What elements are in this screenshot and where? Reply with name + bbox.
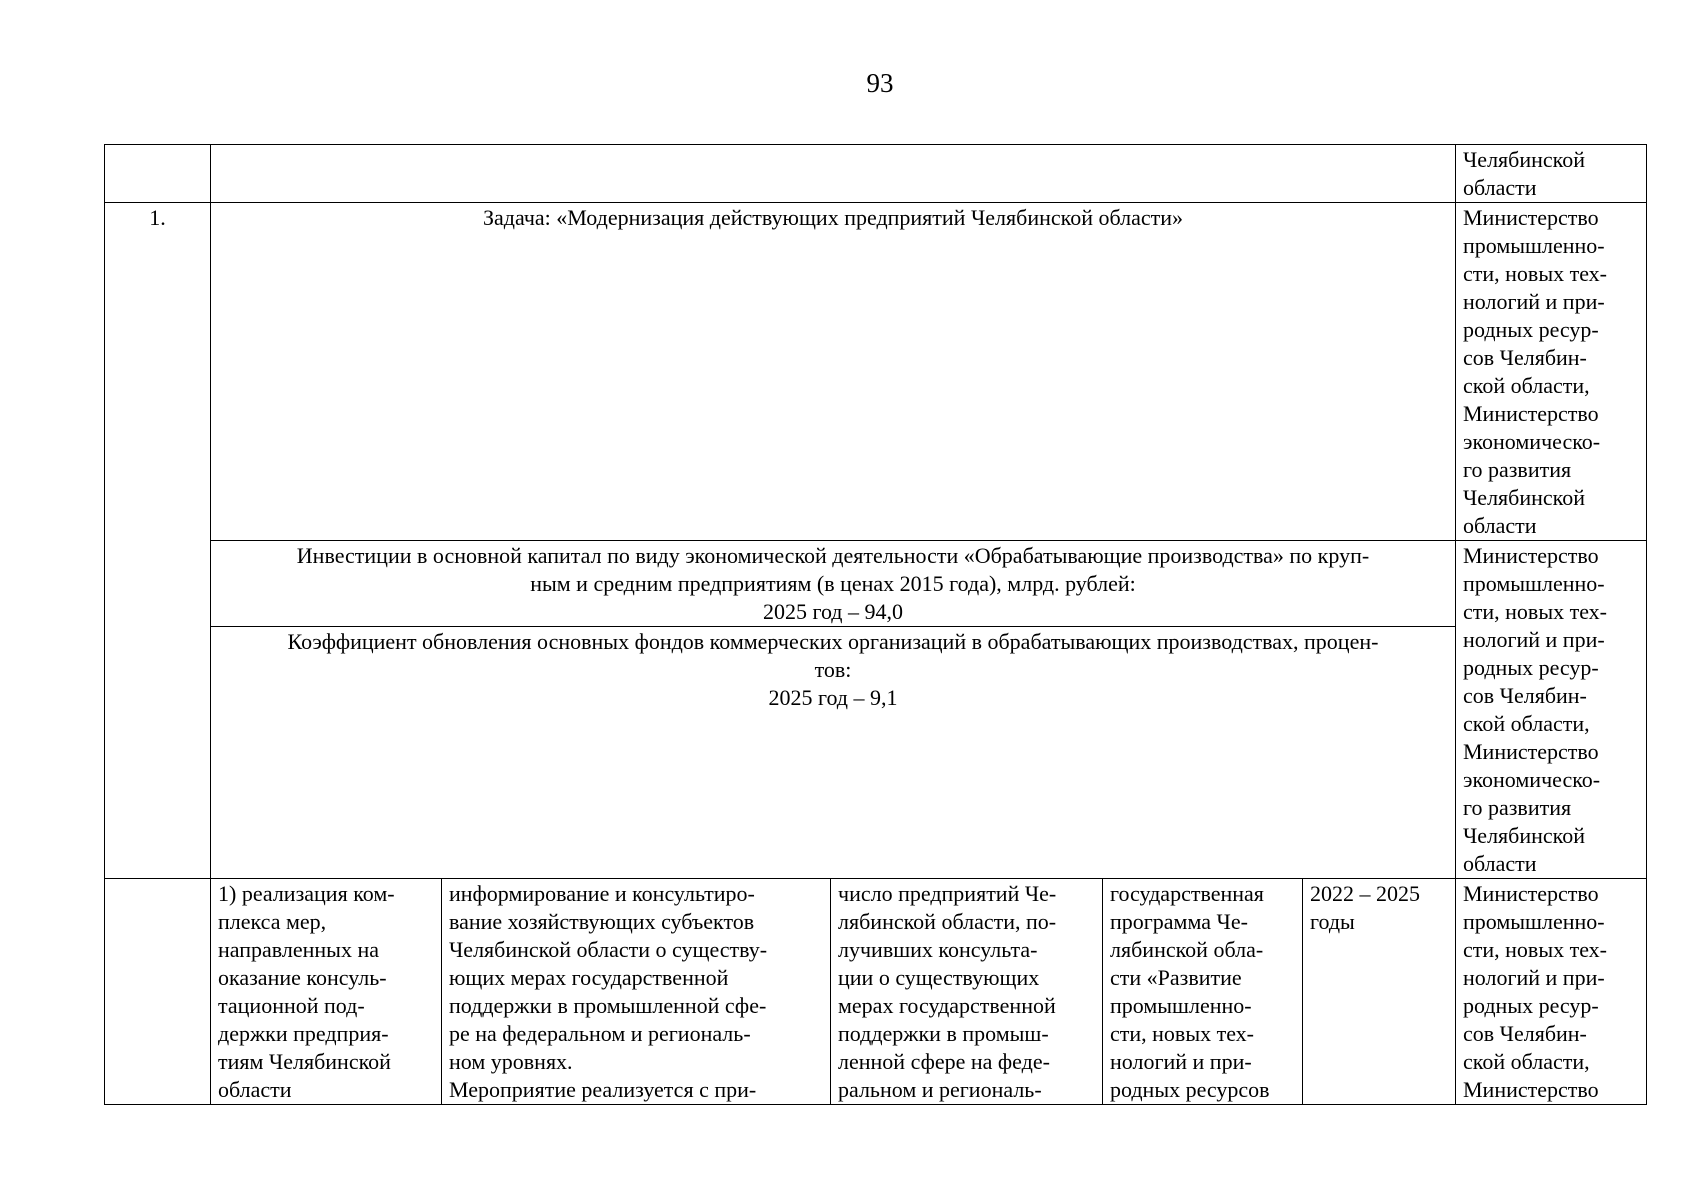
text-line: родных ресур- [1463, 993, 1599, 1018]
text-line: промышленно- [1463, 909, 1605, 934]
text-line: поддержки в промышленной сфе- [449, 993, 767, 1018]
text-line: нологий и при- [1463, 289, 1605, 314]
responsible-cell [1456, 203, 1647, 541]
text-line: области [1463, 513, 1537, 538]
text-line: 2025 год – 9,1 [768, 685, 898, 710]
text-line: программа Че- [1110, 909, 1248, 934]
text-line: промышленно- [1463, 571, 1605, 596]
text-line: ральном и региональ- [838, 1077, 1042, 1102]
text-line: нологий и при- [1463, 965, 1605, 990]
text-line: го развития [1463, 795, 1572, 820]
text-line: 1) реализация ком- [218, 881, 395, 906]
text-line: информирование и консультиро- [449, 881, 755, 906]
text-line: родных ресурсов [1110, 1077, 1270, 1102]
text-line: сов Челябин- [1463, 683, 1587, 708]
text-line: сов Челябин- [1463, 1021, 1587, 1046]
text-line: нологий и при- [1463, 627, 1605, 652]
table-row [105, 203, 1647, 541]
task-title: Задача: «Модернизация действующих предприятий Челябинской области» [482, 205, 1184, 230]
text-line: сти, новых тех- [1463, 599, 1608, 624]
text-line: сти, новых тех- [1110, 1021, 1255, 1046]
text-line: число предприятий Че- [838, 881, 1057, 906]
text-line: 2025 год – 94,0 [762, 599, 904, 624]
table-row [105, 627, 1647, 879]
indicator-cell [831, 879, 1103, 1105]
text-line: нологий и при- [1110, 1049, 1252, 1074]
text-line: экономическо- [1463, 767, 1601, 792]
text-line: ющих мерах государственной [449, 965, 729, 990]
text-line: поддержки в промыш- [838, 1021, 1049, 1046]
text-line: направленных на [218, 937, 379, 962]
text-line: Челябинской [1463, 147, 1586, 172]
text-line: Челябинской области о существу- [449, 937, 768, 962]
measure-cell [211, 879, 442, 1105]
text-line: ской области, [1463, 373, 1590, 398]
text-line: Министерство [1463, 881, 1599, 906]
responsible-cell [1456, 541, 1647, 879]
program-table [104, 144, 1647, 1105]
text-line: государственная [1110, 881, 1264, 906]
text-line: годы [1310, 909, 1355, 934]
text-line: держки предприя- [218, 1021, 389, 1046]
text-line: ской области, [1463, 711, 1590, 736]
text-line: промышленно- [1463, 233, 1605, 258]
text-line: ном уровнях. [449, 1049, 573, 1074]
text-line: Мероприятие реализуется с при- [449, 1077, 757, 1102]
text-line: сти, новых тех- [1463, 261, 1608, 286]
period-cell [1303, 879, 1456, 1105]
page-number: 93 [866, 68, 894, 98]
text-line: плекса мер, [218, 909, 327, 934]
text-line: тационной под- [218, 993, 365, 1018]
text-line: тиям Челябинской [218, 1049, 391, 1074]
text-line: Челябинской [1463, 485, 1586, 510]
text-line: лучивших консульта- [838, 937, 1038, 962]
text-line: го развития [1463, 457, 1572, 482]
text-line: сти, новых тех- [1463, 937, 1608, 962]
text-line: ленной сфере на феде- [838, 1049, 1050, 1074]
text-line: области [218, 1077, 292, 1102]
content-cell [211, 145, 1456, 203]
text-line: оказание консуль- [218, 965, 387, 990]
text-line: Министерство [1463, 739, 1599, 764]
table-row [105, 541, 1647, 627]
text-line: экономическо- [1463, 429, 1601, 454]
text-line: Челябинской [1463, 823, 1586, 848]
task-cell [211, 203, 1456, 541]
indicator-cell [211, 541, 1456, 627]
indicator-cell [211, 627, 1456, 879]
text-line: области [1463, 851, 1537, 876]
text-line: Коэффициент обновления основных фондов коммерческих организаций в обрабатывающих производствах, процен- [287, 629, 1379, 654]
text-line: Инвестиции в основной капитал по виду экономической деятельности «Обрабатывающие производства» по круп- [296, 543, 1370, 568]
text-line: Министерство [1463, 1077, 1599, 1102]
text-line: области [1463, 175, 1537, 200]
description-cell [442, 879, 831, 1105]
text-line: родных ресур- [1463, 655, 1599, 680]
source-cell [1103, 879, 1303, 1105]
text-line: родных ресур- [1463, 317, 1599, 342]
number-cell [105, 879, 211, 1105]
text-line: тов: [814, 657, 852, 682]
text-line: ре на федеральном и региональ- [449, 1021, 751, 1046]
responsible-cell [1456, 879, 1647, 1105]
text-line: ской области, [1463, 1049, 1590, 1074]
text-line: лябинской обла- [1110, 937, 1264, 962]
text-line: Министерство [1463, 543, 1599, 568]
text-line: ным и средним предприятиям (в ценах 2015 года), млрд. рублей: [530, 571, 1136, 596]
text-line: сти «Развитие [1110, 965, 1242, 990]
row-number: 1. [149, 205, 166, 230]
responsible-cell [1456, 145, 1647, 203]
table-row [105, 145, 1647, 203]
text-line: ции о существующих [838, 965, 1040, 990]
text-line: промышленно- [1110, 993, 1252, 1018]
text-line: вание хозяйствующих субъектов [449, 909, 755, 934]
text-line: мерах государственной [838, 993, 1056, 1018]
text-line: Министерство [1463, 205, 1599, 230]
text-line: лябинской области, по- [838, 909, 1057, 934]
table-row [105, 879, 1647, 1105]
text-line: сов Челябин- [1463, 345, 1587, 370]
text-line: Министерство [1463, 401, 1599, 426]
number-cell [105, 145, 211, 203]
number-cell [105, 203, 211, 879]
text-line: 2022 – 2025 [1310, 881, 1420, 906]
